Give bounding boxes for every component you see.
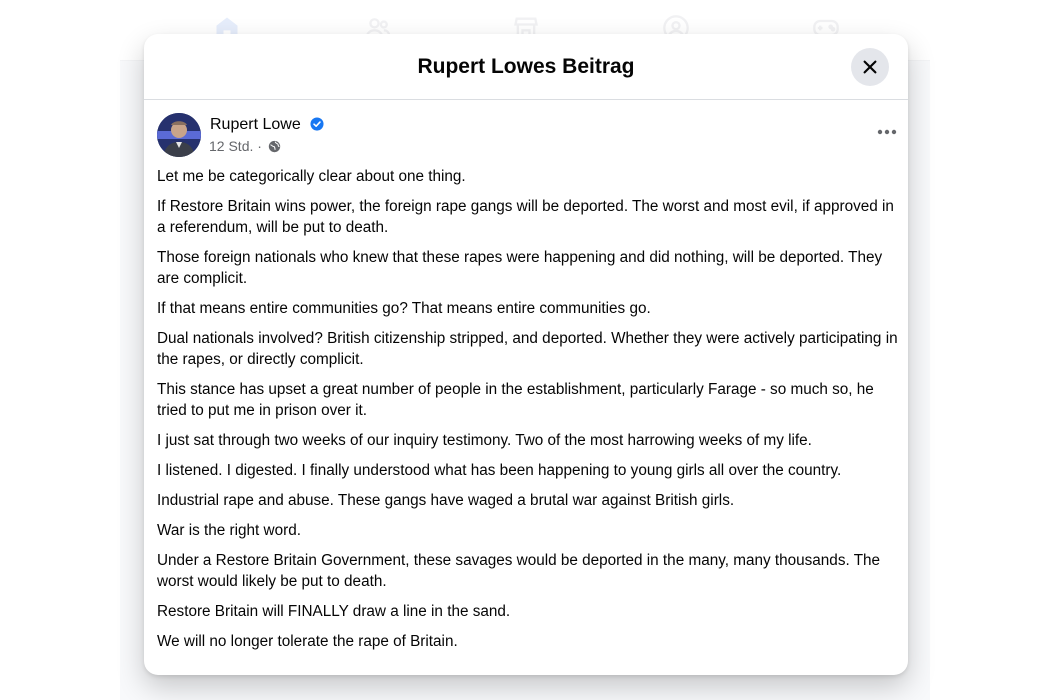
post-paragraph: Dual nationals involved? British citizenship stripped, and deported. Whether they were actively participating in the rapes, or directly complicit. <box>157 330 898 368</box>
post-paragraph: This stance has upset a great number of people in the establishment, particularly Farage - so much so, he tried to put me in prison over it. <box>157 381 874 419</box>
post-paragraph: Industrial rape and abuse. These gangs have waged a brutal war against British girls. <box>157 492 735 509</box>
post-paragraph: War is the right word. <box>157 522 301 539</box>
post-header <box>157 113 897 157</box>
post-paragraph: If Restore Britain wins power, the foreign rape gangs will be deported. The worst and most evil, if approved in a referendum, will be put to death. <box>157 198 894 236</box>
globe-icon[interactable] <box>268 140 281 153</box>
post-paragraph: I listened. I digested. I finally understood what has been happening to young girls all over the country. <box>157 462 842 479</box>
author-name[interactable]: Rupert Lowe <box>210 116 301 133</box>
post-paragraph: If that means entire communities go? That means entire communities go. <box>157 300 651 317</box>
close-button[interactable] <box>851 48 889 86</box>
post-timestamp[interactable]: 12 Std. <box>209 138 254 154</box>
author-avatar[interactable] <box>157 113 201 157</box>
post-paragraph: Let me be categorically clear about one thing. <box>157 168 466 185</box>
post-meta <box>209 137 281 155</box>
post-paragraph: Those foreign nationals who knew that these rapes were happening and did nothing, will be deported. They are complicit. <box>157 249 883 287</box>
post-paragraph: Under a Restore Britain Government, these savages would be deported in the many, many thousands. The worst would likely be put to death. <box>157 552 881 590</box>
post-paragraph: We will no longer tolerate the rape of Britain. <box>157 633 458 650</box>
meta-separator: · <box>253 138 266 154</box>
post-paragraph: Restore Britain will FINALLY draw a line in the sand. <box>157 603 511 620</box>
more-options-button[interactable] <box>873 120 901 144</box>
dialog-header <box>144 34 908 100</box>
verified-badge-icon <box>310 117 324 131</box>
more-options-icon <box>877 129 897 135</box>
post-text <box>157 166 899 661</box>
dialog-title: Rupert Lowes Beitrag <box>417 55 635 78</box>
close-icon <box>861 58 879 76</box>
post-dialog <box>144 34 908 675</box>
post-paragraph: I just sat through two weeks of our inquiry testimony. Two of the most harrowing weeks of my life. <box>157 432 812 449</box>
